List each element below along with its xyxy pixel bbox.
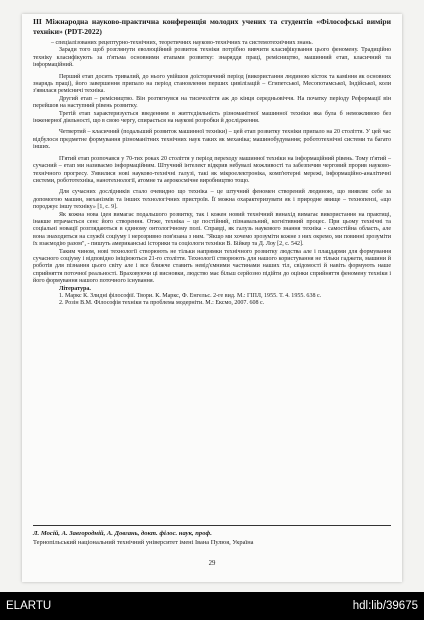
handle-identifier: hdl:lib/39675 — [352, 600, 418, 612]
paragraph: Заради того щоб розглянути еволюційний розвиток техніки потрібно вивчити класифікування цього феномену. Традиційно техніку класифікують за п'ятьма основними етапами розвитку: знаряддя праці, ремісництво, машинний етап, класичний та інформаційний. — [33, 47, 391, 69]
paragraph: Другий етап – ремісництво. Він розтягнувся на тисячоліття аж до кінця середньовіччя. На початку періоду Реформації він перейшов на наступний рівень розвитку. — [33, 95, 391, 110]
paragraph: Четвертий – класичний (подальший розвиток машинної техніки) – цей етап розвитку техніки припало на 20 століття. У цей час відбулося предметне формування різноманітних технічних наук таких як механіка; машинобудування; робототехнічні системи та багато інших. — [33, 129, 391, 151]
conference-header: ІІІ Міжнародна науково-практична конференція молодих учених та студентів «Філософські виміри техніки» (PDT-2022) — [33, 17, 391, 36]
paragraph: – спеціалізованих рецептурно-технічних, теоретичних науково-технічних та системотехнічних знань. — [51, 40, 313, 46]
literature-heading: Література. — [59, 285, 91, 292]
next-article-authors: Л. Мосій, А. Завгородній, А. Довгань, докт. філос. наук, проф. — [33, 530, 212, 537]
paragraph: П'ятий етап розпочався у 70-тих роках 20 століття у період переходу машинної техніки на інформаційний рівень. Тому п'ятий – сучасний – етап ми називаємо інформаційним. Штучний інтелект відкрив небувалі можливості та забезпечив черговий прорив науково-технічного прогресу. З'явилися нові науково-технічні галузі, такі як мікроелектроніка, комп'ютерні мережі, інформаційно-аналітичні системи, робототехніка, нанотехнології, атомне та аерокосмічне виробництво тощо. — [33, 155, 391, 184]
next-article-affiliation: Тернопільський національний технічний університет імені Івана Пулюя, Україна — [33, 539, 254, 546]
reference-item: 2. Розін В.М. Філософія техніки та проблема модерніти. М.: Ексмо, 2007. 608 с. — [59, 300, 265, 307]
repository-name: ELARTU — [6, 600, 52, 612]
paragraph: Для сучасних дослідників стало очевидно що техніка – це штучний феномен створений людиною, що виявляє себе за допомогою машин, механізмів та інших технологічних пристроїв. Її можна охарактеризувати як і природне явище – технопензі, «що породжує іншу техніку» [1, с. 9]. — [33, 189, 391, 211]
article-body — [33, 40, 391, 308]
repository-footer-bar — [0, 592, 424, 620]
page-number: 29 — [208, 560, 216, 567]
section-divider — [33, 525, 391, 526]
reference-item: 1. Маркс К. Злидні філософії. Твори. К. Маркс, Ф. Енгельс. 2-ге вид. М.: ГІПЛ, 1955. Т. 4. 1955. 638 с. — [59, 293, 322, 299]
paragraph: Третій етап характеризується введенням в життєдіяльність різноманітної машинної техніки яка була б неможливою без інженерної діяльності, що в свою чергу, спирається на наукові розробки й дослідження. — [33, 110, 391, 125]
paragraph: Таким чином, нові технології створюють не тільки напрямки технічного розвитку людства але і плацдарми для формування сучасного соціуму і відповідно ініціюються 21-го століття. Технології створюють для нашого користування не тільки гаджети, машини й роботів для пізнання цього світу але і все ближче ставить невід'ємними частинами наших тіл, свідомості й навіть формують наше сприйняття поточної реальності. Враховуючи ці висновки, людство має більш серйозно підійти до оцінки сприйняття феномену техніки і його формування нашого поточного існування. — [33, 248, 391, 285]
paragraph: Перший етап досить тривалий, до нього увійшов доісторичний період (використання людиною кісток та каміння як основних знарядь праці), його завершення припало на період становлення перших цивілізацій – Єгипетської, Месопотамської, Індійської, коли з'явилася ремісничі техніка. — [33, 73, 391, 95]
paragraph: Як кожна нова ідея вимагає подальшого розвитку, так і кожен новий технічний винахід вимагає використання на практиці, інакше втрачається сенс його створення. Отже, техніка – це постійний, пізнавальний, когнітивний процес. При цьому технічні та соціальні новації розглядаються в єдиному онтологічному полі. Справді, як галузь наукового знання техніка - самостійна область, але вона знаходиться на службі соціуму і нерозривно пов'язана з ним. "Якщо ми хочемо зрозуміти кожне з них окремо, ми повинні зрозуміти їх взаємодію разом", - пишуть американські історики та соціологи техніки В. Бійкер та Д. Лоу [2, с. 542]. — [33, 211, 391, 248]
